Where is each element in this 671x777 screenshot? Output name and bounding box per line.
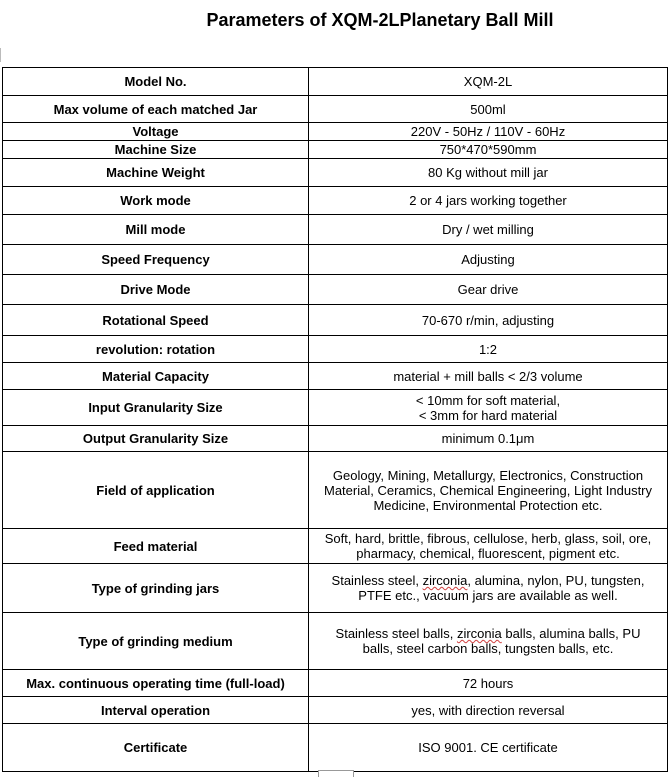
value-segment: , alumina, nylon, PU, tungsten, bbox=[467, 573, 645, 588]
row-label: Max. continuous operating time (full-load) bbox=[3, 670, 309, 697]
table-row bbox=[3, 245, 668, 275]
table-row bbox=[3, 123, 668, 141]
row-label: Material Capacity bbox=[3, 363, 309, 390]
row-label: Machine Weight bbox=[3, 159, 309, 187]
table-row bbox=[3, 305, 668, 336]
table-row bbox=[3, 141, 668, 159]
table-row bbox=[3, 363, 668, 390]
page-title: Parameters of XQM-2LPlanetary Ball Mill bbox=[206, 10, 554, 30]
row-value: yes, with direction reversal bbox=[309, 697, 668, 724]
row-label: Voltage bbox=[3, 123, 309, 141]
row-value: 750*470*590mm bbox=[309, 141, 668, 159]
row-value: Adjusting bbox=[309, 245, 668, 275]
row-value bbox=[309, 529, 668, 564]
page-margin-marker bbox=[0, 48, 1, 62]
value-line: PTFE etc., vacuum jars are available as well. bbox=[358, 588, 618, 603]
table-row bbox=[3, 613, 668, 670]
table-row bbox=[3, 529, 668, 564]
row-value bbox=[309, 613, 668, 670]
spellcheck-word: zirconia bbox=[456, 626, 502, 641]
value-line: balls, steel carbon balls, tungsten balls, etc. bbox=[362, 641, 614, 656]
row-label: Input Granularity Size bbox=[3, 390, 309, 426]
row-label: Speed Frequency bbox=[3, 245, 309, 275]
row-value bbox=[309, 564, 668, 613]
row-value: 220V - 50Hz / 110V - 60Hz bbox=[309, 123, 668, 141]
row-value bbox=[309, 390, 668, 426]
table-row bbox=[3, 187, 668, 215]
value-line: Medicine, Environmental Protection etc. bbox=[373, 497, 603, 513]
row-value: 80 Kg without mill jar bbox=[309, 159, 668, 187]
value-line: Soft, hard, brittle, fibrous, cellulose, herb, glass, soil, ore, bbox=[324, 531, 652, 546]
value-line bbox=[313, 573, 663, 588]
row-label: Type of grinding jars bbox=[3, 564, 309, 613]
table-row bbox=[3, 275, 668, 305]
row-label: Model No. bbox=[3, 68, 309, 96]
row-label: Drive Mode bbox=[3, 275, 309, 305]
value-segment: Stainless steel, bbox=[331, 573, 423, 588]
parameters-table bbox=[2, 67, 668, 772]
row-value: 2 or 4 jars working together bbox=[309, 187, 668, 215]
value-line: < 10mm for soft material, bbox=[415, 392, 561, 408]
table-row bbox=[3, 670, 668, 697]
table-row bbox=[3, 724, 668, 772]
row-value: 500ml bbox=[309, 96, 668, 123]
row-value: 1:2 bbox=[309, 336, 668, 363]
value-line: Geology, Mining, Metallurgy, Electronics, Construction bbox=[332, 467, 644, 483]
value-line: pharmacy, chemical, fluorescent, pigment etc. bbox=[356, 546, 620, 561]
row-label: Feed material bbox=[3, 529, 309, 564]
value-line bbox=[313, 626, 663, 641]
row-label: Max volume of each matched Jar bbox=[3, 96, 309, 123]
table-row bbox=[3, 96, 668, 123]
row-label: revolution: rotation bbox=[3, 336, 309, 363]
value-line: Material, Ceramics, Chemical Engineering, Light Industry bbox=[323, 482, 653, 498]
table-row bbox=[3, 697, 668, 724]
table-row bbox=[3, 159, 668, 187]
row-value: XQM-2L bbox=[309, 68, 668, 96]
row-value: Dry / wet milling bbox=[309, 215, 668, 245]
row-label: Rotational Speed bbox=[3, 305, 309, 336]
row-value: minimum 0.1μm bbox=[309, 426, 668, 452]
row-label: Work mode bbox=[3, 187, 309, 215]
table-row bbox=[3, 452, 668, 529]
row-label: Certificate bbox=[3, 724, 309, 772]
table-row bbox=[3, 426, 668, 452]
row-value: 72 hours bbox=[309, 670, 668, 697]
row-value: Gear drive bbox=[309, 275, 668, 305]
row-value: material + mill balls < 2/3 volume bbox=[309, 363, 668, 390]
value-segment: Stainless steel balls, bbox=[335, 626, 457, 641]
value-line: < 3mm for hard material bbox=[418, 407, 558, 423]
row-value: ISO 9001. CE certificate bbox=[309, 724, 668, 772]
row-label: Mill mode bbox=[3, 215, 309, 245]
row-label: Type of grinding medium bbox=[3, 613, 309, 670]
row-label: Machine Size bbox=[3, 141, 309, 159]
spellcheck-word: zirconia bbox=[422, 573, 468, 588]
row-label: Field of application bbox=[3, 452, 309, 529]
row-value: 70-670 r/min, adjusting bbox=[309, 305, 668, 336]
table-row bbox=[3, 68, 668, 96]
table-row bbox=[3, 390, 668, 426]
table-row bbox=[3, 564, 668, 613]
table-row bbox=[3, 215, 668, 245]
row-label: Interval operation bbox=[3, 697, 309, 724]
value-segment: balls, alumina balls, PU bbox=[501, 626, 641, 641]
row-label: Output Granularity Size bbox=[3, 426, 309, 452]
row-value bbox=[309, 452, 668, 529]
table-row bbox=[3, 336, 668, 363]
